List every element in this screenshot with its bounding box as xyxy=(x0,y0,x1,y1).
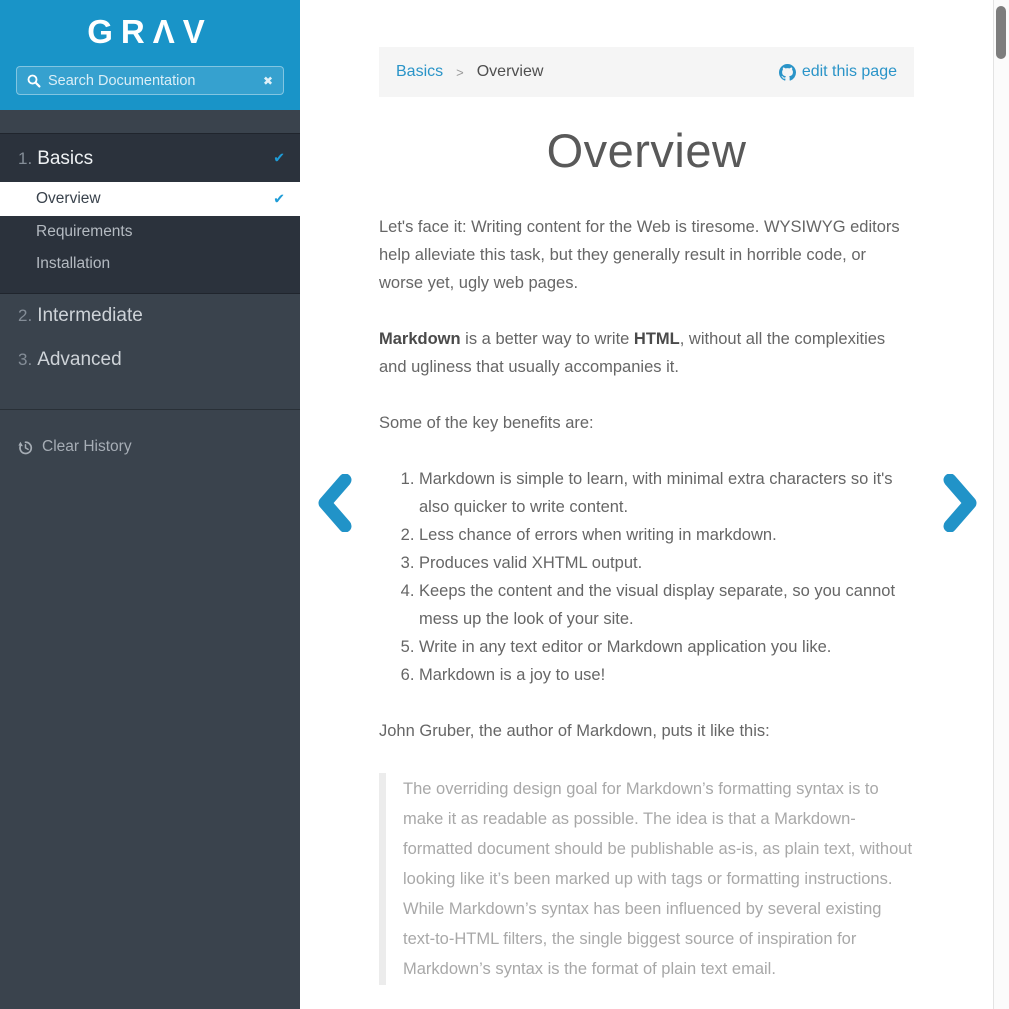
next-page-arrow[interactable] xyxy=(941,474,981,532)
sidebar-chapter-intermediate[interactable] xyxy=(0,294,300,338)
list-item: 4. Keeps the content and the visual display separate, so you cannot mess up the look of your site. xyxy=(419,577,914,633)
breadcrumb-current-page: Overview xyxy=(476,63,544,80)
clear-history-label: Clear History xyxy=(42,438,132,455)
list-item: 6. Markdown is a joy to use! xyxy=(419,661,914,689)
github-icon xyxy=(779,64,796,81)
chapter-number: 2. xyxy=(18,306,33,325)
clear-search-icon[interactable]: ✖ xyxy=(262,73,273,88)
grav-logo[interactable]: GRΛV xyxy=(87,13,213,50)
markdown-quote: The overriding design goal for Markdown’s formatting syntax is to make it as readable as possible. The idea is that a Markdown-formatted document should be publishable as-is, as plain text, without looking like it’s been marked up with tags or formatting instructions. While Markdown’s syntax has been influenced by several existing text-to-HTML filters, the single biggest source of inspiration for Markdown’s syntax is the format of plain text email. xyxy=(379,773,914,985)
list-item: 3. Produces valid XHTML output. xyxy=(419,549,914,577)
search-input[interactable] xyxy=(48,73,256,89)
chapter-label: Advanced xyxy=(37,349,122,370)
page-title: Overview xyxy=(546,124,747,177)
paragraph-markdown: Markdown is a better way to write HTML, without all the complexities and ugliness that usually accompanies it. xyxy=(379,330,886,376)
breadcrumb-separator-icon: > xyxy=(456,64,464,80)
sidebar-nav xyxy=(0,110,300,484)
paragraph-benefits-lead: Some of the key benefits are: xyxy=(379,414,594,432)
sidebar-item-overview[interactable] xyxy=(0,182,300,216)
edit-link-label: edit this page xyxy=(801,63,897,80)
chevron-right-icon xyxy=(941,474,981,532)
page-label: Overview xyxy=(36,190,101,207)
sidebar-item-requirements[interactable] xyxy=(0,216,300,248)
sidebar-header xyxy=(0,0,300,110)
chapter-number: 1. xyxy=(18,149,33,168)
check-icon: ✔ xyxy=(273,190,285,207)
benefits-list xyxy=(379,465,914,689)
list-item: 1. Markdown is simple to learn, with minimal extra characters so it's also quicker to write content. xyxy=(419,465,914,521)
chapter-label: Intermediate xyxy=(37,305,143,326)
chapter-number: 3. xyxy=(18,350,33,369)
list-item: 5. Write in any text editor or Markdown application you like. xyxy=(419,633,914,661)
nav-spacer xyxy=(0,110,300,133)
paragraph-gruber: John Gruber, the author of Markdown, puts it like this: xyxy=(379,722,770,740)
check-icon: ✔ xyxy=(273,149,285,166)
page-label: Requirements xyxy=(36,223,133,240)
sidebar xyxy=(0,0,300,1009)
main-content xyxy=(300,0,993,1009)
bold-markdown: Markdown xyxy=(379,330,461,348)
page-label: Installation xyxy=(36,255,111,272)
search-icon xyxy=(27,74,41,88)
edit-this-page-link[interactable] xyxy=(779,63,897,81)
chapter-basics-pages xyxy=(0,182,300,294)
list-item: 2. Less chance of errors when writing in markdown. xyxy=(419,521,914,549)
search-box xyxy=(16,66,284,95)
scrollbar-track[interactable] xyxy=(993,0,1009,1009)
history-icon xyxy=(18,440,33,455)
previous-page-arrow[interactable] xyxy=(314,474,354,532)
bold-html: HTML xyxy=(633,330,680,348)
scrollbar-thumb[interactable] xyxy=(996,6,1006,59)
sidebar-item-installation[interactable] xyxy=(0,248,300,280)
breadcrumb-section-link[interactable]: Basics xyxy=(396,63,444,80)
sidebar-chapter-advanced[interactable] xyxy=(0,338,300,382)
chevron-left-icon xyxy=(314,474,354,532)
sidebar-chapter-basics[interactable] xyxy=(0,133,300,182)
clear-history-button[interactable] xyxy=(0,410,300,484)
paragraph-intro: Let's face it: Writing content for the Web is tiresome. WYSIWYG editors help alleviate this task, but they generally result in horrible code, or worse yet, ugly web pages. xyxy=(379,218,900,292)
breadcrumb xyxy=(379,47,914,97)
chapter-label: Basics xyxy=(37,148,94,169)
